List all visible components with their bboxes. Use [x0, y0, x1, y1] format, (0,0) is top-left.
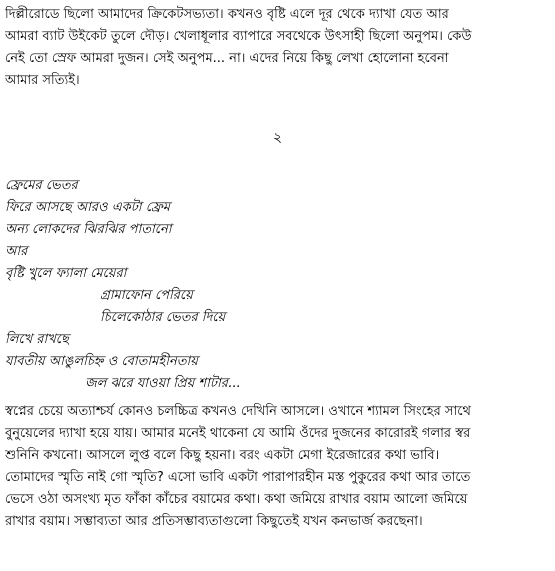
paragraph-2-line: স্বপ্নের চেয়ে অত্যাশ্চর্য কোনও চলচ্চিত্র কখনও দেখিনি আসলে। ওখানে শ্যামল সিংহের সাথে	[5, 404, 471, 419]
paragraph-2-line: তোমাদের স্মৃতি নাই গো স্মৃতি? এসো ভাবি একটা পারাপারহীন মস্ত পুকুরের কথা আর তাতে	[5, 470, 471, 485]
paragraph-1	[5, 4, 550, 92]
poem-line: আর	[5, 244, 28, 259]
poem-line: জল ঝরে যাওয়া প্রিয় শাটার...	[85, 376, 241, 391]
poem-line: যাবতীয় আঙুলচিহ্ন ও বোতামহীনতায়	[5, 354, 198, 369]
paragraph-2-line: ভেসে ওঠা অসংখ্য মৃত ফাঁকা কাঁচের বয়ামের কথা। কথা জমিয়ে রাখার বয়াম আলো জমিয়ে	[5, 492, 468, 507]
paragraph-2-line: রাখার বয়াম। সম্ভাব্যতা আর প্রতিসম্ভাব্যতাগুলো কিছুতেই যখন কনভার্জ করছেনা।	[5, 514, 423, 529]
section-number: ২	[272, 130, 283, 146]
paragraph-1-line: আমরা ব্যাট উইকেট তুলে দৌড়। খেলাধূলার ব্যাপারে সবথেকে উৎসাহী ছিলো অনুপম। কেউ	[5, 29, 472, 44]
poem-line: বৃষ্টি খুলে ফ্যালা মেয়েরা	[5, 266, 127, 281]
paragraph-2-line: শুনিনি কখনো। আসলে লুপ্ত বলে কিছু হয়না। বরং একটা মেগা ইরেজারের কথা ভাবি।	[5, 448, 440, 463]
paragraph-2	[5, 401, 550, 533]
poem-line: গ্রামাফোন পেরিয়ে	[100, 288, 193, 303]
paragraph-1-line: দিল্লীরোডে ছিলো আমাদের ক্রিকেটসভ্যতা। কখনও বৃষ্টি এলে দূর থেকে দ্যাখা যেত আর	[5, 7, 449, 22]
poem-line: ফিরে আসছে আরও একটা ফ্রেম	[5, 200, 170, 215]
poem-line: অন্য লোকদের ঝিরঝির পাতানো	[5, 222, 172, 237]
paragraph-1-line: আমার সত্যিই।	[5, 73, 80, 88]
poem-line: ফ্রেমের ভেতর	[5, 178, 78, 193]
paragraph-1-line: নেই তো স্রেফ আমরা দুজন। সেই অনুপম... না। এদের নিয়ে কিছু লেখা হোলোনা হবেনা	[5, 51, 449, 66]
poem-line: চিলেকোঠার ভেতর দিয়ে	[100, 310, 226, 325]
poem-line: লিখে রাখছে	[5, 332, 69, 347]
paragraph-2-line: বুনুয়েলের দ্যাখা হয়ে যায়। আমার মনেই থাকেনা যে আমি ওঁদের দুজনের কারোরই গলার স্বর	[5, 426, 471, 441]
